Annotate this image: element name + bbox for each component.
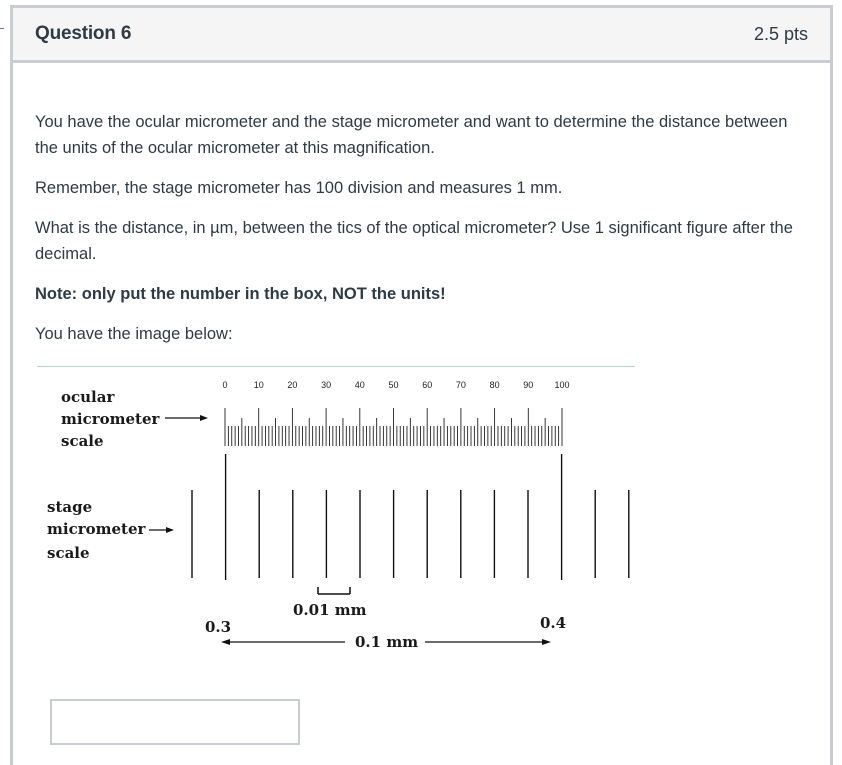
left-scale-value: 0.3 bbox=[205, 618, 232, 636]
question-paragraph: What is the distance, in µm, between the tics of the optical micrometer? Use 1 significant figure after the decimal. bbox=[35, 219, 793, 263]
ocular-label-line: ocular bbox=[61, 388, 115, 406]
micrometer-figure bbox=[37, 366, 637, 656]
question-paragraph: Remember, the stage micrometer has 100 division and measures 1 mm. bbox=[35, 179, 563, 197]
ocular-tick-number: 20 bbox=[287, 380, 298, 390]
stage-label-line: scale bbox=[47, 544, 90, 562]
left-edge-mark bbox=[0, 28, 4, 29]
small-division-label: 0.01 mm bbox=[293, 601, 367, 619]
ocular-tick-number: 90 bbox=[523, 380, 534, 390]
question-card bbox=[10, 5, 833, 765]
ocular-tick-number: 70 bbox=[455, 380, 466, 390]
ocular-tick-number: 100 bbox=[554, 380, 570, 390]
question-body bbox=[13, 63, 830, 347]
ocular-tick-number: 0 bbox=[222, 380, 228, 390]
ocular-tick-number: 50 bbox=[388, 380, 399, 390]
image-intro: You have the image below: bbox=[35, 325, 233, 343]
right-scale-value: 0.4 bbox=[540, 614, 567, 632]
ocular-tick-number: 40 bbox=[354, 380, 365, 390]
ocular-label-line: micrometer bbox=[61, 410, 160, 428]
ocular-tick-number: 30 bbox=[321, 380, 332, 390]
ocular-tick-number: 80 bbox=[489, 380, 500, 390]
ocular-tick-number: 60 bbox=[422, 380, 433, 390]
question-points: 2.5 pts bbox=[753, 23, 808, 44]
ocular-label-line: scale bbox=[61, 432, 104, 450]
question-title: Question 6 bbox=[35, 23, 132, 44]
question-header bbox=[13, 8, 830, 63]
question-paragraph: You have the ocular micrometer and the stage micrometer and want to determine the distance between the units of the ocular micrometer at this magnification. bbox=[35, 113, 788, 157]
span-label: 0.1 mm bbox=[355, 633, 419, 651]
question-note: Note: only put the number in the box, NOT the units! bbox=[35, 285, 446, 303]
stage-label-line: micrometer bbox=[47, 520, 146, 538]
ocular-tick-number: 10 bbox=[253, 380, 264, 390]
answer-input[interactable] bbox=[50, 699, 300, 745]
stage-label-line: stage bbox=[47, 498, 93, 516]
